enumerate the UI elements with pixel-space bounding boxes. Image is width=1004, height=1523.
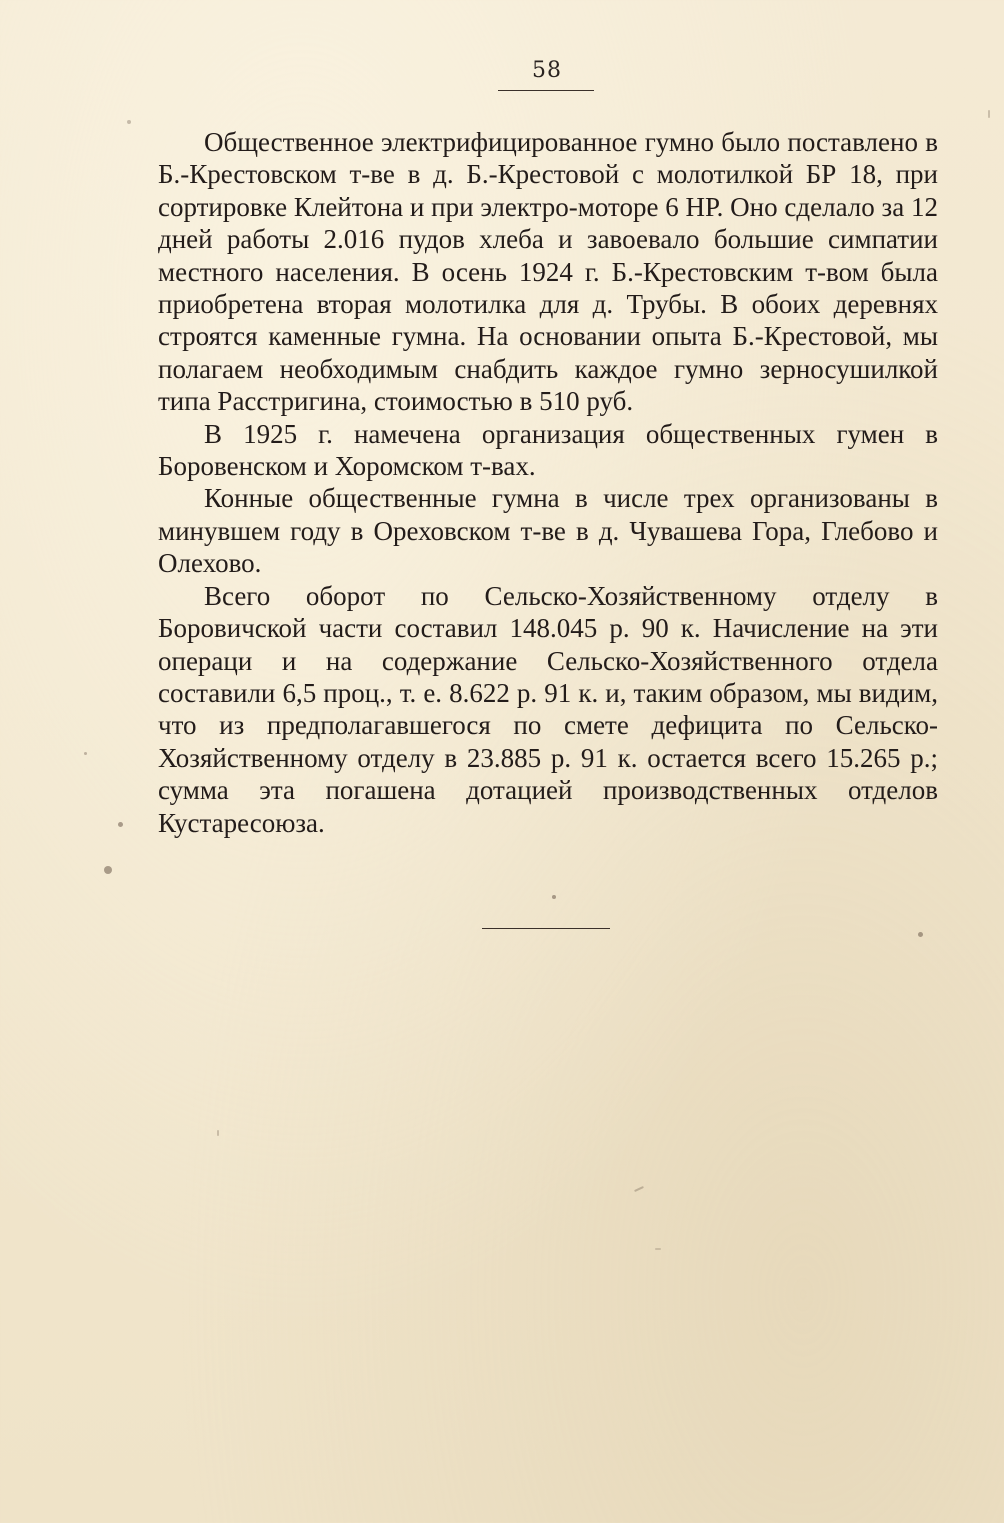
paragraph-threshing-floor: Общественное электрифицированное гумно было поставлено в Б.-Крестовском т-ве в д. Б.-Крестовой с молотилкой БР 18, при сортировке Клейтона и при электро-моторе 6 НР. Оно сделало за 12 дней работы 2.016 пудов хлеба и завоевало большие симпатии местного населения. В осень 1924 г. Б.-Крестовским т-вом была приобретена вторая молотилка для д. Трубы. В обоих деревнях строятся каменные гумна. На основании опыта Б.-Крестовой, мы полагаем необходимым снабдить каждое гумно зерносушилкой типа Расстригина, стоимостью в 510 руб. bbox=[158, 127, 938, 417]
end-rule bbox=[482, 928, 610, 929]
paper-speck bbox=[84, 752, 87, 755]
paper-speck bbox=[217, 1130, 219, 1136]
paragraph-horse-threshing: Конные общественные гумна в числе трех организованы в минувшем году в Ореховском т-ве в д. Чувашева Гора, Глебово и Олехово. bbox=[158, 483, 938, 579]
paragraph-turnover: Всего оборот по Сельско-Хозяйственному отделу в Боровичской части составил 148.045 р. 90 к. Начисление на эти операци и на содержание Сельско-Хозяйственного отдела составили 6,5 проц., т. е. 8.622 р. 91 к. и, таким образом, мы видим, что из предполагавшегося по смете дефицита по Сельско-Хозяйственному отделу в 23.885 р. 91 к. остается всего 15.265 р.; сумма эта погашена дотацией производственных отделов Кустаресоюза. bbox=[158, 580, 938, 838]
paper-speck bbox=[918, 932, 923, 937]
header-rule bbox=[498, 90, 594, 91]
paper-speck bbox=[634, 1186, 644, 1192]
paragraph-1925-plan: В 1925 г. намечена организация общественных гумен в Боровенском и Хоромском т-вах. bbox=[158, 418, 938, 482]
paper-speck bbox=[988, 110, 990, 118]
page-number: 58 bbox=[532, 58, 562, 83]
body-text bbox=[158, 126, 938, 839]
paper-speck bbox=[127, 120, 131, 124]
paper-speck bbox=[552, 895, 556, 899]
paper-speck bbox=[104, 866, 112, 874]
paper-speck bbox=[118, 822, 123, 827]
paper-speck bbox=[655, 1248, 661, 1250]
